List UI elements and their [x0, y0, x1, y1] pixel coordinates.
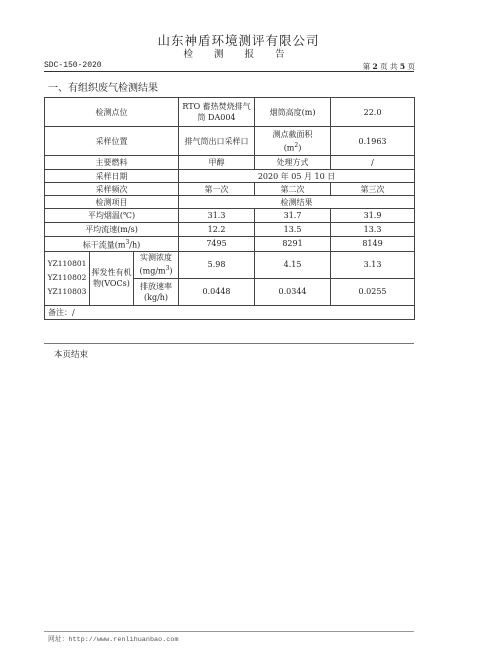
label-cell: 检测项目	[45, 196, 179, 209]
table-row	[45, 127, 415, 156]
label-cell	[134, 251, 179, 278]
value-cell: /	[331, 156, 415, 170]
table-row	[45, 156, 415, 170]
value-cell: 0.0255	[331, 278, 415, 305]
unit-sup: 2	[294, 141, 299, 149]
label-cell: 采样位置	[45, 127, 179, 156]
label-cell: 采样频次	[45, 183, 179, 196]
value-cell: 0.1963	[331, 127, 415, 156]
label-cell: 平均流速(m/s)	[45, 223, 179, 237]
value-cell: 7495	[179, 237, 255, 252]
unit-open: (mg/m	[139, 266, 166, 276]
pollutant-name: 挥发性有机	[91, 268, 132, 278]
value-cell: RTO 蓄热焚烧排气筒 DA004	[179, 98, 255, 127]
unit-open: (m	[283, 143, 295, 153]
value-cell: 31.9	[331, 209, 415, 223]
value-cell: 4.15	[255, 251, 331, 278]
value-cell: 第三次	[331, 183, 415, 196]
page-end-text: 本页结束	[54, 350, 89, 360]
value-cell: 13.5	[255, 223, 331, 237]
value-cell: 31.3	[179, 209, 255, 223]
document-number: SDC-150-2020	[44, 61, 102, 70]
sample-id: YZ110803	[47, 287, 87, 297]
footer-rule	[44, 631, 414, 632]
table-row	[45, 223, 415, 237]
page-suffix: 页	[407, 62, 415, 71]
header-rule	[44, 71, 414, 72]
remark-cell: 备注：/	[45, 305, 415, 319]
unit-close: /h)	[129, 240, 141, 250]
label-cell	[255, 127, 331, 156]
label-text: 排放速率	[140, 281, 173, 291]
value-cell: 检测结果	[179, 196, 415, 209]
label-cell: 平均烟温(℃)	[45, 209, 179, 223]
report-subtitle: 检 测 报 告	[183, 49, 294, 60]
table-row	[45, 98, 415, 127]
value-cell: 第二次	[255, 183, 331, 196]
value-cell: 第一次	[179, 183, 255, 196]
value-cell: 0.0448	[179, 278, 255, 305]
value-cell: 0.0344	[255, 278, 331, 305]
label-cell: 处理方式	[255, 156, 331, 170]
label-cell: 检测点位	[45, 98, 179, 127]
page-prefix: 第	[362, 62, 371, 71]
table-row	[45, 251, 415, 278]
value-cell: 8149	[331, 237, 415, 252]
label-cell: 采样日期	[45, 170, 179, 183]
unit-sup: 3	[165, 265, 170, 273]
table-row	[45, 305, 415, 319]
footer-website: 网址：http://www.renlihuanbao.com	[48, 636, 179, 644]
page-total: 5	[399, 62, 406, 71]
value-cell: 甲醇	[179, 156, 255, 170]
sample-id-cell	[45, 251, 90, 305]
value-cell: 31.7	[255, 209, 331, 223]
sample-id: YZ110802	[47, 273, 87, 283]
pollutant-name-cell	[90, 251, 134, 305]
value-cell: 13.3	[331, 223, 415, 237]
label-text: 实测浓度	[140, 253, 173, 263]
value-cell: 3.13	[331, 251, 415, 278]
unit-close: )	[169, 266, 173, 276]
company-name: 山东神盾环境测评有限公司	[157, 33, 320, 48]
value-cell: 8291	[255, 237, 331, 252]
value-cell: 22.0	[331, 98, 415, 127]
value-cell: 排气筒出口采样口	[179, 127, 255, 156]
value-cell: 12.2	[179, 223, 255, 237]
table-row	[45, 237, 415, 252]
pollutant-name: 物(VOCs)	[93, 279, 130, 289]
unit-sup: 3	[125, 239, 130, 246]
page-mid: 页 共	[380, 62, 398, 71]
label-cell	[45, 237, 179, 252]
label-cell: 主要燃料	[45, 156, 179, 170]
sample-id: YZ110801	[47, 259, 87, 269]
label-cell	[134, 278, 179, 305]
end-rule	[44, 343, 414, 344]
page-current: 2	[372, 62, 378, 71]
table-row	[45, 209, 415, 223]
unit-close: )	[298, 143, 302, 153]
label-text: 标干流量(m	[82, 240, 126, 250]
value-cell: 5.98	[179, 251, 255, 278]
section-title: 一、有组织废气检测结果	[48, 83, 158, 94]
results-table	[44, 97, 415, 320]
unit-text: (kg/h)	[143, 292, 169, 302]
label-text: 测点截面积	[272, 129, 313, 139]
value-cell: 2020 年 05 月 10 日	[179, 170, 415, 183]
table-row	[45, 196, 415, 209]
label-cell: 烟筒高度(m)	[255, 98, 331, 127]
table-row	[45, 170, 415, 183]
table-row	[45, 183, 415, 196]
